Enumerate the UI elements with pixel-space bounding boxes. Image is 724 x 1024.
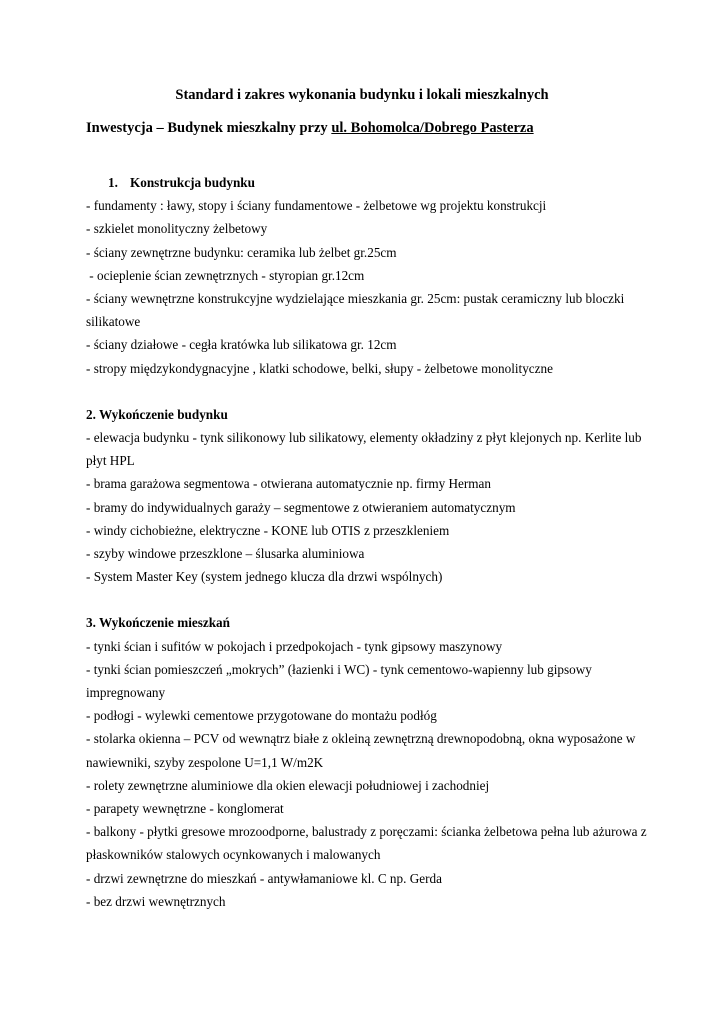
list-item: - ocieplenie ścian zewnętrznych - styropian gr.12cm: [86, 267, 365, 283]
list-item: - balkony - płytki gresowe mrozoodporne, balustrady z poręczami: ścianka żelbetowa pełna lub ażurowa z płaskowników stalowych ocynkowanych i malowanych: [86, 824, 647, 863]
section-heading: [86, 171, 662, 194]
document-body: [86, 171, 662, 913]
list-item: - bez drzwi wewnętrznych: [86, 893, 226, 909]
investment-address: ul. Bohomolca/Dobrego Pasterza: [331, 120, 534, 136]
list-item: - parapety wewnętrzne - konglomerat: [86, 801, 284, 817]
list-item: - elewacja budynku - tynk silikonowy lub silikatowy, elementy okładziny z płyt klejonych np. Kerlite lub płyt HPL: [86, 430, 642, 469]
list-item: - stolarka okienna – PCV od wewnątrz białe z okleiną zewnętrzną drewnopodobną, okna wyposażone w nawiewniki, szyby zespolone U=1,1 W/m2K: [86, 731, 636, 770]
section-heading: 3. Wykończenie mieszkań: [86, 615, 230, 631]
investment-prefix: Inwestycja – Budynek mieszkalny przy: [86, 120, 332, 136]
list-item: - ściany działowe - cegła kratówka lub silikatowa gr. 12cm: [86, 337, 397, 353]
investment-line: [86, 119, 534, 137]
section-apartment-finish: [86, 611, 662, 913]
list-item: - System Master Key (system jednego klucza dla drzwi wspólnych): [86, 569, 443, 585]
section-building-finish: [86, 403, 662, 589]
list-item: - rolety zewnętrzne aluminiowe dla okien elewacji południowej i zachodniej: [86, 777, 490, 793]
list-item: - tynki ścian pomieszczeń „mokrych” (łazienki i WC) - tynk cementowo-wapienny lub gipsowy impregnowany: [86, 661, 592, 701]
list-item: - drzwi zewnętrzne do mieszkań - antywłamaniowe kl. C np. Gerda: [86, 870, 442, 886]
section-heading: 2. Wykończenie budynku: [86, 406, 228, 422]
section-title: Konstrukcja budynku: [130, 175, 255, 190]
list-item: - brama garażowa segmentowa - otwierana automatycznie np. firmy Herman: [86, 476, 491, 492]
list-item: - szyby windowe przeszklone – ślusarka aluminiowa: [86, 546, 365, 562]
list-item: - fundamenty : ławy, stopy i ściany fundamentowe - żelbetowe wg projektu konstrukcji: [86, 198, 547, 214]
list-item: - szkielet monolityczny żelbetowy: [86, 221, 268, 237]
list-item: - ściany zewnętrzne budynku: ceramika lub żelbet gr.25cm: [86, 244, 397, 260]
section-construction: [86, 171, 662, 380]
list-item: - windy cichobieżne, elektryczne - KONE lub OTIS z przeszkleniem: [86, 522, 450, 538]
list-item: - stropy międzykondygnacyjne , klatki schodowe, belki, słupy - żelbetowe monolityczne: [86, 360, 553, 376]
list-item: - bramy do indywidualnych garaży – segmentowe z otwieraniem automatycznym: [86, 499, 516, 515]
list-item: - tynki ścian i sufitów w pokojach i przedpokojach - tynk gipsowy maszynowy: [86, 638, 503, 654]
list-item: - podłogi - wylewki cementowe przygotowane do montażu podłóg: [86, 708, 437, 724]
list-item: - ściany wewnętrzne konstrukcyjne wydzielające mieszkania gr. 25cm: pustak ceramiczny lub bloczki silikatowe: [86, 291, 625, 330]
document-title: Standard i zakres wykonania budynku i lokali mieszkalnych: [175, 87, 549, 103]
section-number: 1.: [108, 175, 118, 190]
